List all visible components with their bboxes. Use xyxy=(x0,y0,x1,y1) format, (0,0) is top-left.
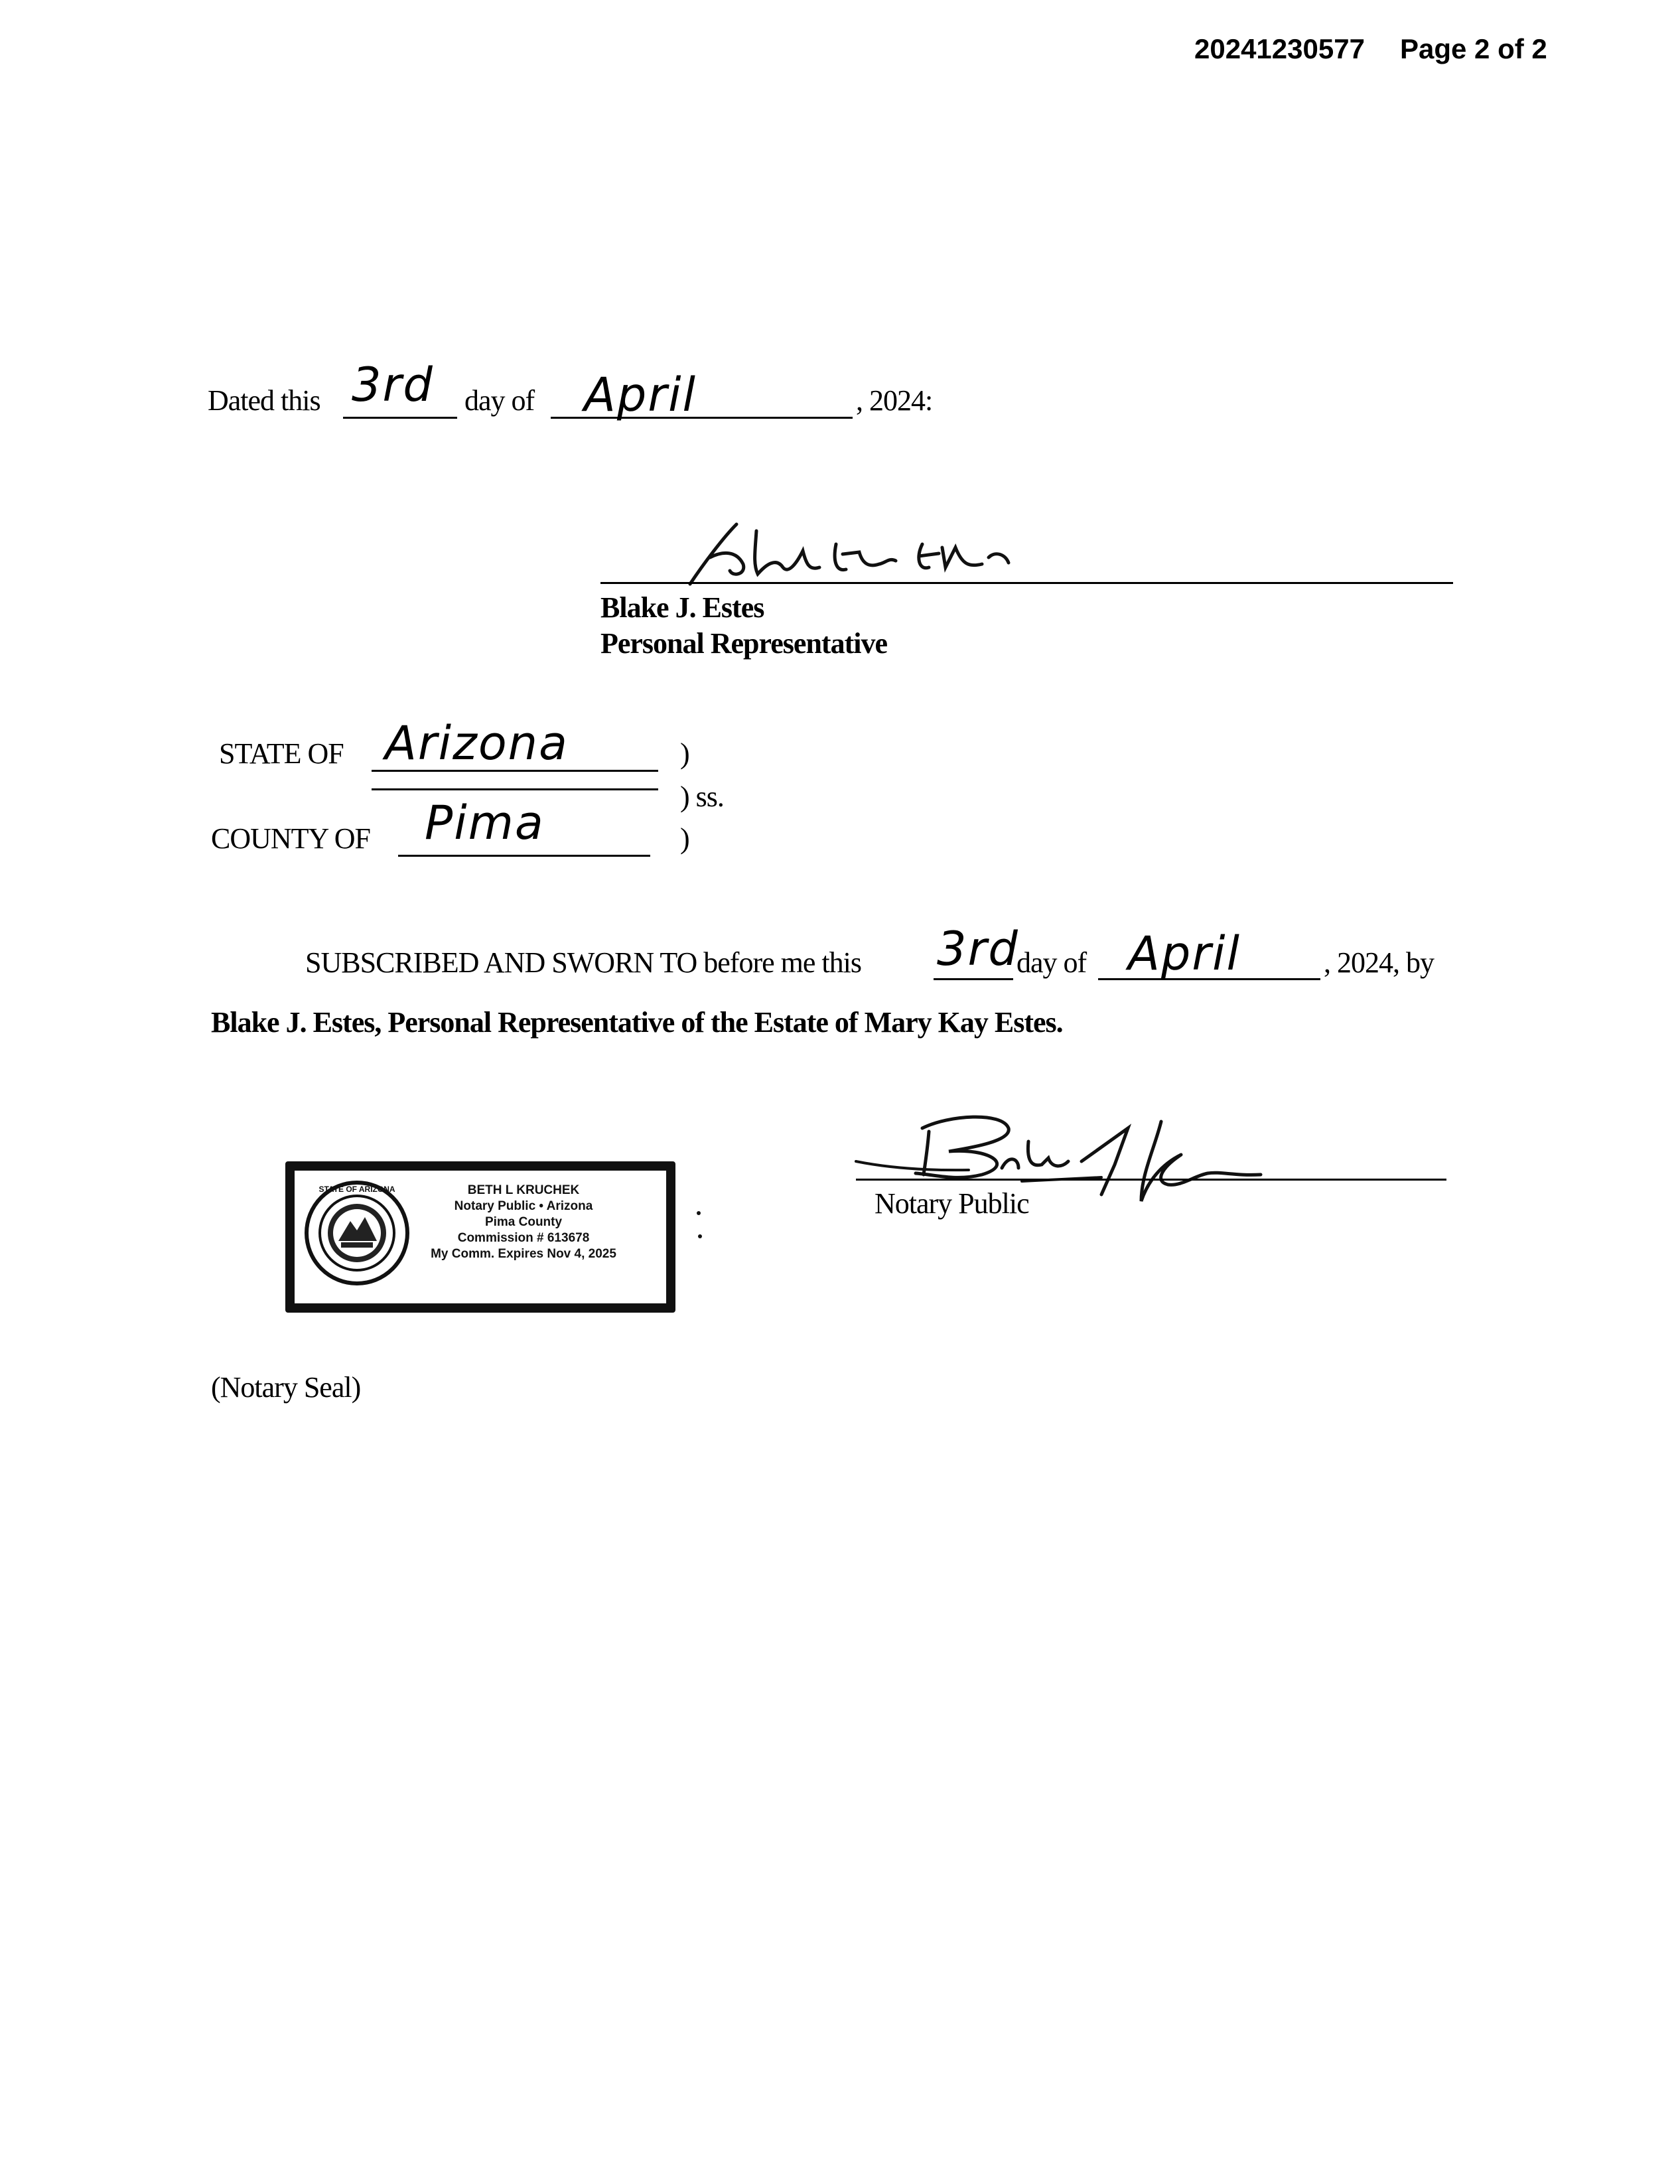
county-label: COUNTY OF xyxy=(211,822,370,855)
state-handwritten: Arizona xyxy=(385,716,569,770)
paren-county: ) xyxy=(680,822,689,855)
jurat-line-2: Blake J. Estes, Personal Representative of the Estate of Mary Kay Estes. xyxy=(211,1006,1063,1039)
document-number: 20241230577 xyxy=(1194,33,1365,64)
jurat-mid: day of xyxy=(1016,946,1087,979)
stamp-line-title: Notary Public • Arizona xyxy=(454,1199,593,1213)
notary-stamp xyxy=(285,1161,678,1314)
stamp-dot xyxy=(697,1211,701,1215)
paren-state: ) xyxy=(680,737,689,770)
state-underline xyxy=(372,788,658,790)
stamp-text-block xyxy=(414,1183,633,1262)
page-indicator: Page 2 of 2 xyxy=(1400,33,1547,64)
stamp-dot xyxy=(698,1234,702,1238)
notary-seal-caption: (Notary Seal) xyxy=(211,1371,361,1404)
dated-day-handwritten: 3rd xyxy=(352,358,434,412)
notary-signature-line xyxy=(856,1179,1446,1181)
dated-day-line xyxy=(343,417,457,419)
signer-title: Personal Representative xyxy=(600,627,887,660)
dated-mid: day of xyxy=(464,384,535,417)
stamp-line-name: BETH L KRUCHEK xyxy=(467,1183,580,1197)
signer-name: Blake J. Estes xyxy=(600,591,764,624)
arizona-state-seal-icon xyxy=(304,1180,410,1286)
stamp-line-commission: Commission # 613678 xyxy=(457,1231,590,1245)
jurat-day-handwritten: 3rd xyxy=(937,922,1019,976)
jurat-prefix: SUBSCRIBED AND SWORN TO before me this xyxy=(305,946,861,979)
jurat-month-handwritten: April xyxy=(1128,926,1241,981)
ss-label: ) ss. xyxy=(680,780,724,813)
county-handwritten: Pima xyxy=(425,796,545,850)
stamp-line-county: Pima County xyxy=(484,1215,563,1229)
blake-estes-signature xyxy=(677,511,1022,591)
jurat-day-line xyxy=(934,978,1013,980)
dated-prefix: Dated this xyxy=(208,384,320,417)
signer-signature-line xyxy=(600,582,1453,584)
dated-month-handwritten: April xyxy=(584,368,697,422)
state-label: STATE OF xyxy=(219,737,344,770)
notary-label: Notary Public xyxy=(875,1187,1029,1220)
jurat-year: , 2024, by xyxy=(1324,946,1434,979)
stamp-border xyxy=(285,1161,675,1313)
svg-text:STATE OF ARIZONA: STATE OF ARIZONA xyxy=(318,1185,395,1194)
stamp-line-expires: My Comm. Expires Nov 4, 2025 xyxy=(431,1247,616,1261)
county-line xyxy=(398,855,650,857)
dated-year: , 2024: xyxy=(856,384,933,417)
